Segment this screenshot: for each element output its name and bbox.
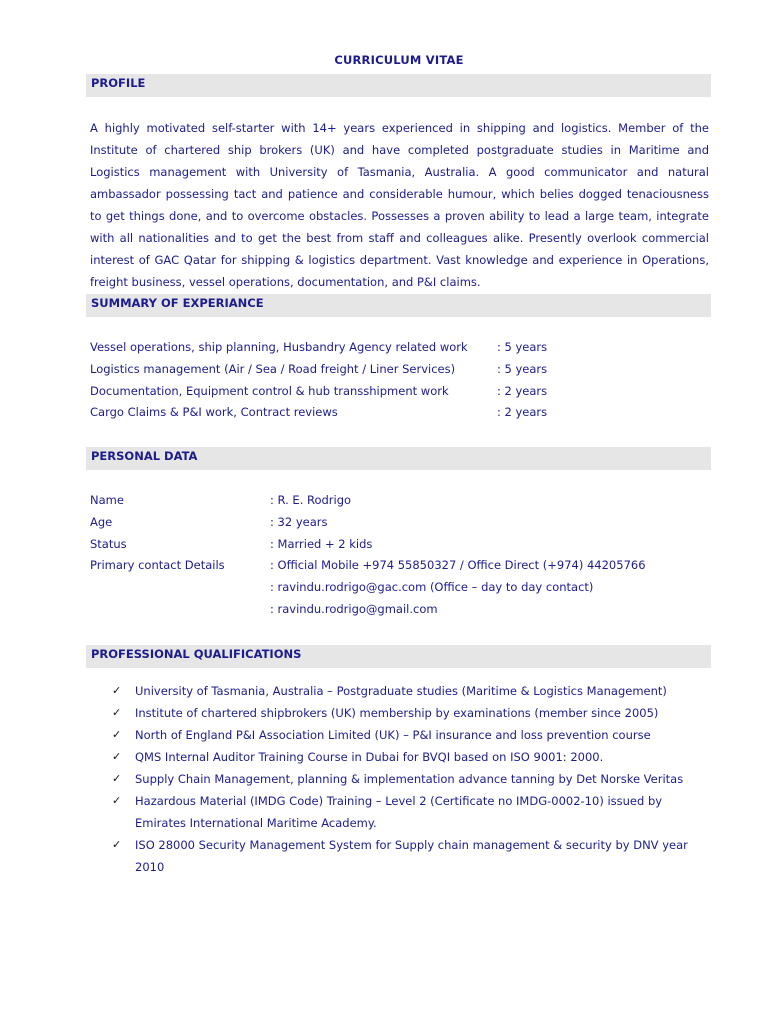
qualifications-section-header [86,645,711,668]
profile-section-header [86,74,711,97]
summary-item-label: Vessel operations, ship planning, Husbandry Agency related work [90,340,468,354]
personal-label-contact: Primary contact Details [90,558,225,572]
qualification-text: University of Tasmania, Australia – Postgraduate studies (Maritime & Logistics Management) [135,684,667,698]
qualification-text: ISO 28000 Security Management System for Supply chain management & security by DNV year 2010 [135,838,688,874]
personal-heading: PERSONAL DATA [91,449,198,463]
summary-item-label: Logistics management (Air / Sea / Road freight / Liner Services) [90,362,456,376]
personal-label-age: Age [90,515,113,529]
qualifications-heading: PROFESSIONAL QUALIFICATIONS [91,647,302,661]
summary-item-value: : 2 years [497,405,548,419]
summary-heading: SUMMARY OF EXPERIANCE [91,296,264,310]
personal-label-status: Status [90,537,127,551]
qualification-text: Hazardous Material (IMDG Code) Training – Level 2 (Certificate no IMDG-0002-10) issued by Emirates International Maritime Academy. [135,794,663,830]
check-mark-icon: ✓ [112,794,122,807]
personal-value-status: : Married + 2 kids [270,537,373,551]
qualification-text: Supply Chain Management, planning & implementation advance tanning by Det Norske Veritas [135,772,684,786]
summary-item-label: Cargo Claims & P&I work, Contract reviews [90,405,338,419]
list-item [112,768,702,790]
summary-item-value: : 5 years [497,362,548,376]
list-item [112,724,702,746]
check-mark-icon: ✓ [112,706,122,719]
document-title: CURRICULUM VITAE [334,53,464,67]
personal-value-personal-email: : ravindu.rodrigo@gmail.com [270,602,438,616]
summary-item-value: : 5 years [497,340,548,354]
profile-heading: PROFILE [91,76,146,90]
list-item [112,834,702,878]
list-item [112,680,702,702]
list-item [112,702,702,724]
personal-value-name: : R. E. Rodrigo [270,493,352,507]
summary-section-header [86,294,711,317]
personal-value-age: : 32 years [270,515,328,529]
qualification-text: QMS Internal Auditor Training Course in Dubai for BVQI based on ISO 9001: 2000. [135,750,604,764]
check-mark-icon: ✓ [112,684,122,697]
profile-paragraph: A highly motivated self-starter with 14+ years experienced in shipping and logistics. Member of the Institute of chartered ship brokers (UK) and have completed postgraduate studies in Maritime and Logistics management with University of Tasmania, Australia. A good communicator and natural ambassador possessing tact and patience and considerable humour, which belies dogged tenaciousness to get things done, and to overcome obstacles. Possesses a proven ability to lead a large team, integrate with all nationalities and to get the best from staff and colleagues alike. Presently overlook commercial interest of GAC Qatar for shipping & logistics department. Vast knowledge and experience in Operations, freight business, vessel operations, documentation, and P&I claims. [90,121,709,289]
personal-label-name: Name [90,493,124,507]
check-mark-icon: ✓ [112,728,122,741]
personal-value-office-email: : ravindu.rodrigo@gac.com (Office – day to day contact) [270,580,594,594]
summary-item-label: Documentation, Equipment control & hub transshipment work [90,384,449,398]
personal-section-header [86,447,711,470]
qualification-text: North of England P&I Association Limited (UK) – P&I insurance and loss prevention course [135,728,651,742]
summary-item-value: : 2 years [497,384,548,398]
check-mark-icon: ✓ [112,838,122,851]
list-item [112,790,702,834]
check-mark-icon: ✓ [112,772,122,785]
qualification-text: Institute of chartered shipbrokers (UK) membership by examinations (member since 2005) [135,706,659,720]
list-item [112,746,702,768]
qualifications-list [112,680,702,878]
check-mark-icon: ✓ [112,750,122,763]
personal-value-phone: : Official Mobile +974 55850327 / Office Direct (+974) 44205766 [270,558,646,572]
